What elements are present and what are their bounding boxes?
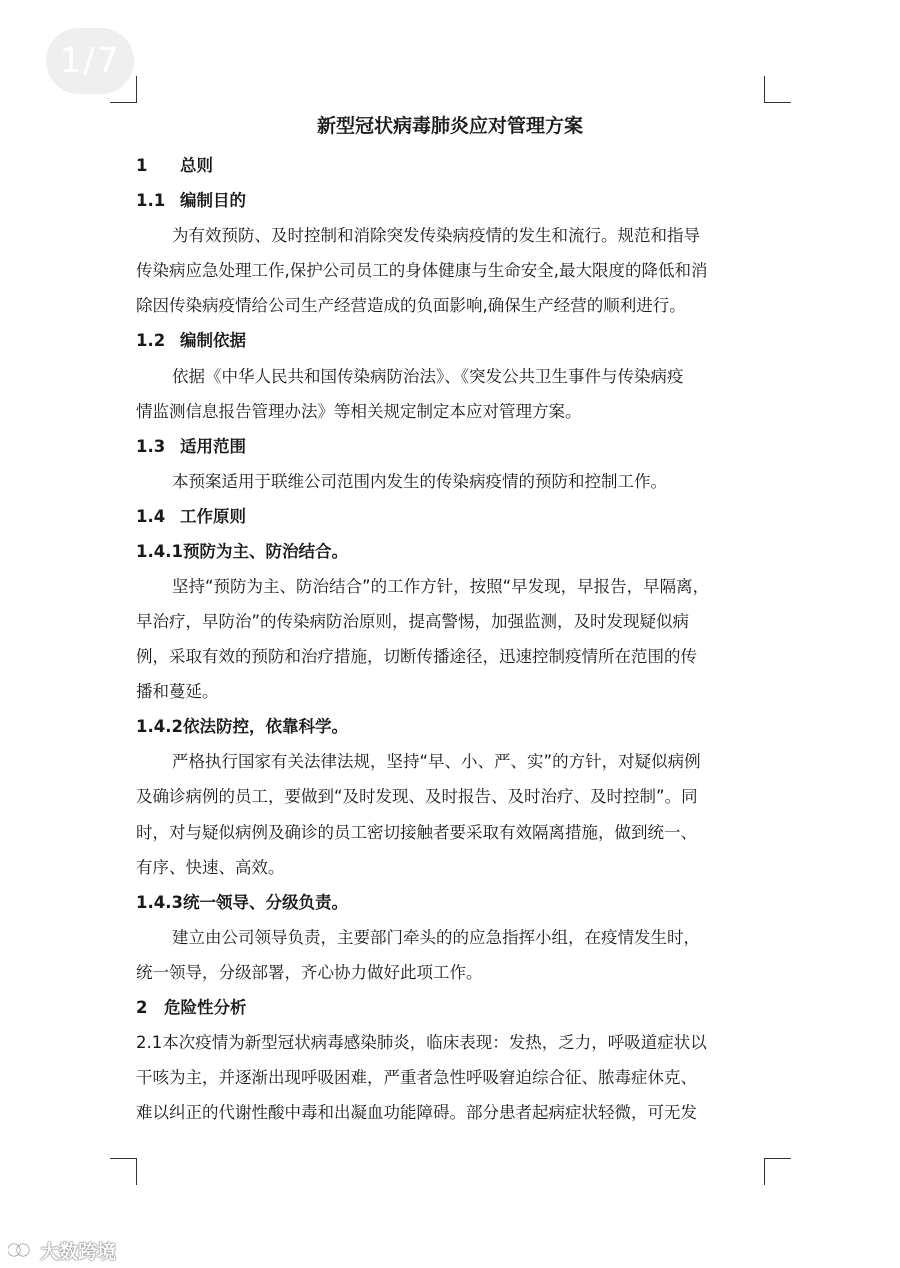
section-heading — [136, 995, 247, 1021]
paragraph-line: 坚持“预防为主、防治结合”的工作方针，按照“早发现，早报告，早隔离， — [172, 577, 710, 596]
crop-mark-top-right — [764, 76, 791, 103]
section-title: 适用范围 — [180, 437, 246, 456]
paragraph-line: 时，对与疑似病例及确诊的员工密切接触者要采取有效隔离措施，做到统一、 — [136, 823, 697, 842]
section-number: 1 — [136, 156, 148, 175]
paragraph-line: 情监测信息报告管理办法》等相关规定制定本应对管理方案。 — [136, 402, 582, 421]
section-title: 编制依据 — [180, 331, 246, 350]
paragraph-line: 2.1本次疫情为新型冠状病毒感染肺炎，临床表现：发热，乏力，呼吸道症状以 — [136, 1033, 707, 1052]
paragraph-line: 干咳为主，并逐渐出现呼吸困难，严重者急性呼吸窘迫综合征、脓毒症休克、 — [136, 1068, 697, 1087]
crop-mark-top-left — [110, 76, 137, 103]
paragraph-line: 例，采取有效的预防和治疗措施，切断传播途径，迅速控制疫情所在范围的传 — [136, 647, 697, 666]
section-heading — [136, 153, 213, 179]
section-number: 1.3 — [136, 437, 166, 456]
subsection-heading: 1.4.3统一领导、分级负责。 — [136, 893, 348, 912]
paragraph-line: 有序、快速、高效。 — [136, 858, 285, 877]
document-title: 新型冠状病毒肺炎应对管理方案 — [316, 115, 583, 137]
paragraph-line: 为有效预防、及时控制和消除突发传染病疫情的发生和流行。规范和指导 — [172, 226, 700, 245]
section-title: 编制目的 — [180, 191, 246, 210]
paragraph-line: 及确诊病例的员工，要做到“及时发现、及时报告、及时治疗、及时控制”。同 — [136, 787, 698, 806]
section-number: 1.2 — [136, 331, 166, 350]
section-title: 工作原则 — [180, 507, 246, 526]
watermark — [8, 1236, 116, 1264]
crop-mark-bottom-right — [764, 1158, 791, 1185]
section-title: 总则 — [180, 156, 213, 175]
paragraph-line: 严格执行国家有关法律法规，坚持“早、小、严、实”的方针，对疑似病例 — [172, 752, 701, 771]
section-heading — [136, 328, 246, 354]
section-heading — [136, 188, 246, 214]
paragraph-line: 播和蔓延。 — [136, 682, 219, 701]
watermark-logo-icon — [8, 1240, 34, 1260]
subsection-heading: 1.4.1预防为主、防治结合。 — [136, 542, 348, 561]
subsection-heading: 1.4.2依法防控，依靠科学。 — [136, 717, 348, 736]
section-title: 危险性分析 — [164, 998, 247, 1017]
section-heading — [136, 504, 246, 530]
section-number: 1.1 — [136, 191, 166, 210]
crop-mark-bottom-left — [110, 1158, 137, 1185]
paragraph-line: 难以纠正的代谢性酸中毒和出凝血功能障碍。部分患者起病症状轻微，可无发 — [136, 1103, 697, 1122]
paragraph-line: 建立由公司领导负责，主要部门牵头的的应急指挥小组，在疫情发生时， — [172, 928, 700, 947]
section-heading — [136, 434, 246, 460]
section-number: 2 — [136, 998, 148, 1017]
paragraph-line: 除因传染病疫情给公司生产经营造成的负面影响,确保生产经营的顺利进行。 — [136, 296, 686, 315]
watermark-text: 大数跨境 — [40, 1240, 117, 1263]
page-indicator: 1/7 — [46, 28, 134, 94]
section-number: 1.4 — [136, 507, 166, 526]
paragraph-line: 依据《中华人民共和国传染病防治法》、《突发公共卫生事件与传染病疫 — [172, 367, 684, 386]
paragraph-line: 传染病应急处理工作,保护公司员工的身体健康与生命安全,最大限度的降低和消 — [136, 261, 708, 280]
paragraph-line: 统一领导，分级部署，齐心协力做好此项工作。 — [136, 963, 483, 982]
paragraph-line: 本预案适用于联维公司范围内发生的传染病疫情的预防和控制工作。 — [172, 472, 667, 491]
paragraph-line: 早治疗，早防治”的传染病防治原则，提高警惕，加强监测，及时发现疑似病 — [136, 612, 690, 631]
